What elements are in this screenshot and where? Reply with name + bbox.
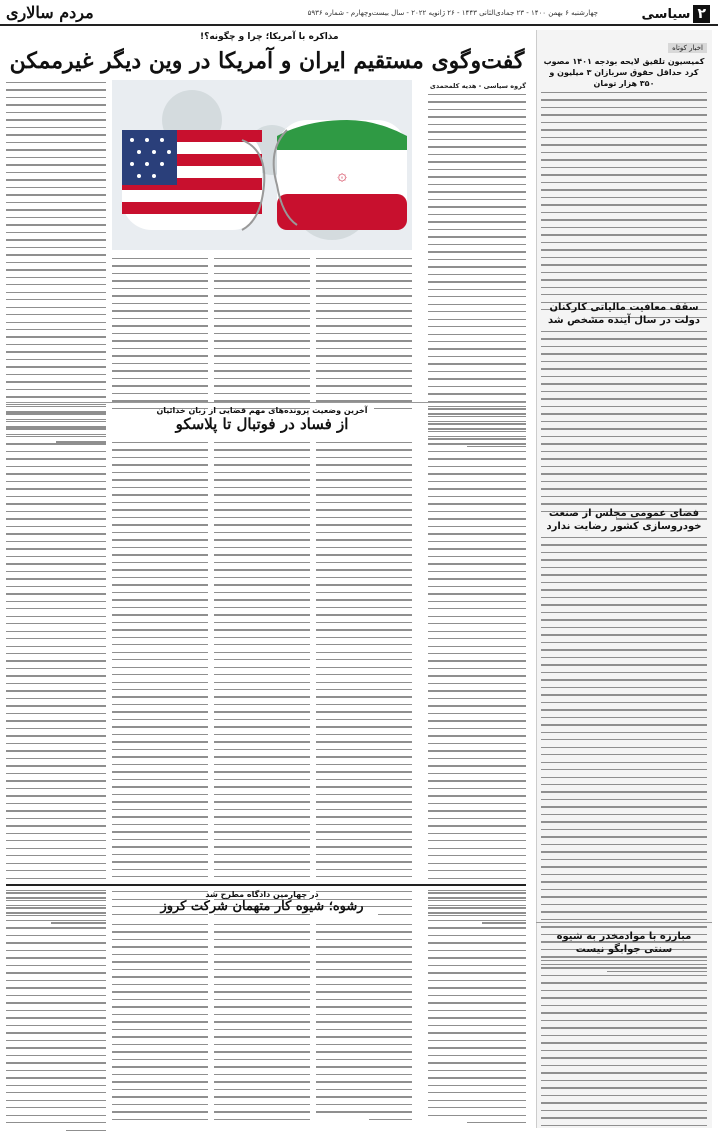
body-text bbox=[214, 442, 310, 921]
body-text bbox=[112, 258, 208, 415]
story2-headline: از فساد در فوتبال تا پلاسکو bbox=[175, 415, 349, 433]
lead-kicker: مذاکره با آمریکا؛ چرا و چگونه؟! bbox=[200, 32, 339, 42]
story3-column-right bbox=[428, 890, 526, 1130]
body-text bbox=[316, 258, 412, 415]
story2-column-left bbox=[6, 406, 106, 930]
story2-kicker: آخرین وضعیت پرونده‌های مهم قضایی از زبان خدائیان bbox=[156, 406, 368, 415]
story3-kicker: در چهارمین دادگاه مطرح شد bbox=[205, 890, 319, 899]
body-text bbox=[6, 406, 106, 924]
section-logo bbox=[642, 4, 710, 24]
body-text bbox=[214, 258, 310, 415]
iran-fist bbox=[274, 120, 407, 230]
sidebar-brief-1 bbox=[536, 32, 712, 327]
body-text bbox=[541, 537, 707, 972]
sidebar-item-title: مبارزه با موادمخدر به شیوه سنتی جوابگو نیست bbox=[556, 931, 692, 955]
sidebar-brief-2 bbox=[536, 294, 712, 529]
story3-header bbox=[112, 890, 412, 914]
body-text bbox=[428, 406, 526, 924]
sidebar-brief-3 bbox=[536, 500, 712, 982]
body-text bbox=[112, 924, 208, 1126]
body-text bbox=[541, 960, 707, 1132]
body-text bbox=[112, 442, 208, 921]
sidebar-brief-4 bbox=[536, 922, 712, 1132]
byline: گروه سیاسی - هدیه کلمحمدی bbox=[429, 82, 526, 90]
body-text bbox=[428, 94, 526, 447]
sidebar-item-title: سقف معافیت مالیاتی کارکنان دولت در سال آینده مشخص شد bbox=[547, 302, 701, 326]
sidebar-tag: اخبار کوتاه bbox=[668, 43, 707, 53]
body-text bbox=[6, 82, 106, 443]
masthead bbox=[0, 0, 718, 26]
body-text bbox=[541, 331, 707, 520]
lead-column-left bbox=[6, 82, 106, 449]
body-text bbox=[428, 890, 526, 1123]
fists-illustration bbox=[112, 80, 412, 250]
lead-column-1 bbox=[428, 82, 526, 453]
section-name: سیاسی bbox=[641, 6, 691, 22]
body-text bbox=[316, 924, 412, 1126]
story3-column-left bbox=[6, 890, 106, 1132]
story3-headline: رشوه؛ شیوه کار متهمان شرکت کروز bbox=[160, 899, 364, 914]
paper-name: مردم سالاری bbox=[6, 3, 94, 22]
sidebar-item-title: کمیسیون تلفیق لایحه بودجه ۱۴۰۱ مصوب کرد حداقل حقوق سربازان ۳ میلیون و ۳۵۰ هزار تومان bbox=[543, 57, 705, 88]
lead-lower-columns bbox=[112, 258, 412, 415]
dateline: چهارشنبه ۶ بهمن ۱۴۰۰ - ۲۳ جمادی‌الثانی ۱۴۴۳ - ۲۶ ژانویه ۲۰۲۲ - سال بیست‌وچهارم - شماره ۵۹۳۶ bbox=[307, 9, 598, 17]
body-text bbox=[214, 924, 310, 1126]
usa-fist bbox=[122, 130, 264, 230]
story2-columns bbox=[112, 442, 412, 921]
body-text bbox=[541, 92, 707, 318]
body-text bbox=[6, 890, 106, 1131]
sidebar-news-briefs bbox=[536, 30, 712, 1128]
lead-headline: گفت‌وگوی مستقیم ایران و آمریکا در وین دیگر غیرممکن bbox=[9, 48, 525, 74]
section-divider bbox=[6, 402, 526, 403]
story3-columns bbox=[112, 924, 412, 1126]
section-number: ۲ bbox=[693, 5, 710, 23]
story2-header bbox=[112, 406, 412, 433]
story2-column-right bbox=[428, 406, 526, 930]
section-divider bbox=[6, 884, 526, 886]
svg-text:۞: ۞ bbox=[337, 165, 347, 184]
body-text bbox=[316, 442, 412, 921]
flag-fists-image bbox=[112, 80, 412, 250]
sidebar-item-title: فضای عمومی مجلس از صنعت خودروسازی کشور رضایت ندارد bbox=[546, 508, 702, 532]
